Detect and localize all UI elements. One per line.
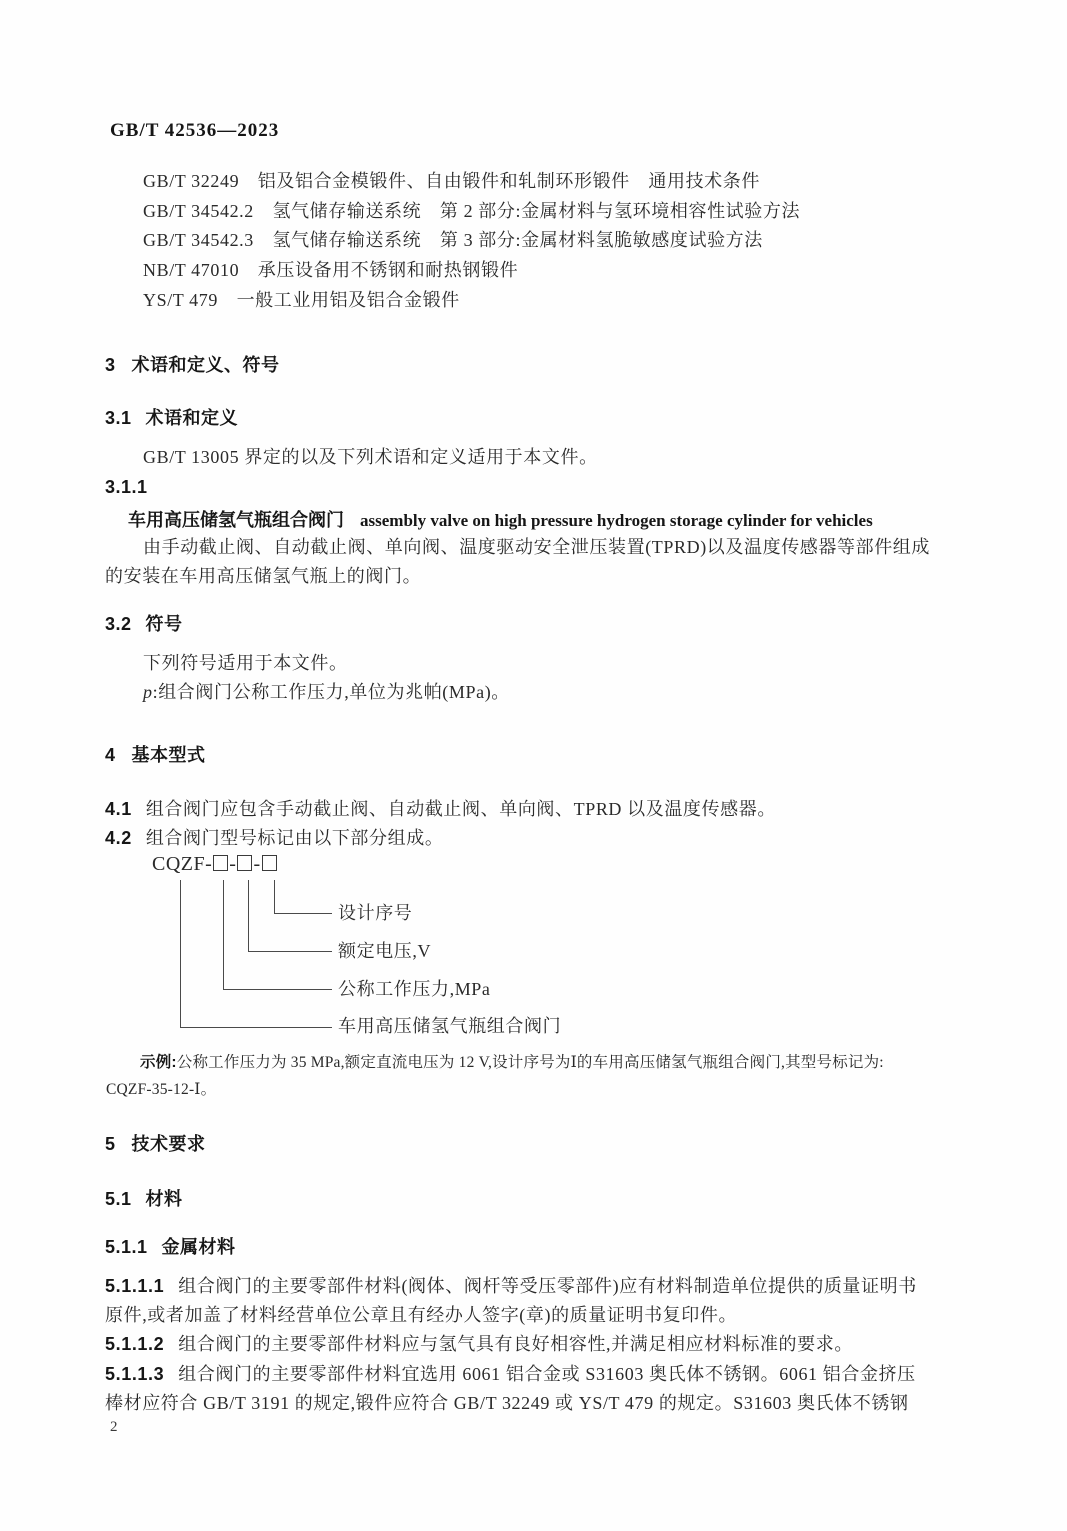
clause-5-1-1-2 (105, 1334, 853, 1356)
term-definition-heading (128, 506, 873, 532)
section-3-1-heading (105, 404, 238, 430)
reference-item: GB/T 32249 铝及铝合金模锻件、自由锻件和轧制环形锻件 通用技术条件 (143, 171, 760, 191)
section-title: 材料 (145, 1189, 183, 1209)
section-number: 4 (105, 745, 116, 765)
section-number: 5.1 (105, 1189, 132, 1209)
clause-text: 组合阀门型号标记由以下部分组成。 (145, 828, 444, 848)
reference-item: YS/T 479 一般工业用铝及铝合金锻件 (143, 290, 460, 310)
term-chinese: 车用高压储氢气瓶组合阀门 (128, 510, 344, 530)
section-5-1-heading (105, 1185, 183, 1211)
diagram-line (274, 880, 275, 913)
model-code-separator: - (229, 853, 237, 875)
clause-number: 4.1 (105, 799, 132, 819)
clause-4-2 (105, 828, 443, 850)
section-title: 基本型式 (131, 745, 206, 765)
term-definition-text: 由手动截止阀、自动截止阀、单向阀、温度驱动安全泄压装置(TPRD)以及温度传感器等部件组成 (143, 537, 930, 557)
section-number: 5 (105, 1134, 116, 1154)
clause-text-continuation: 原件,或者加盖了材料经营单位公章且有经办人签字(章)的质量证明书复印件。 (105, 1305, 738, 1325)
section-title: 符号 (145, 614, 183, 634)
clause-5-1-1-3 (105, 1364, 916, 1386)
section-title: 技术要求 (131, 1134, 206, 1154)
clause-text: 组合阀门应包含手动截止阀、自动截止阀、单向阀、TPRD 以及温度传感器。 (145, 799, 776, 819)
symbol-definition (143, 682, 510, 704)
diagram-line (248, 951, 332, 952)
section-number: 3.1 (105, 408, 132, 428)
section-5-1-1-heading (105, 1233, 236, 1259)
section-3-heading (105, 351, 280, 377)
model-code-separator: - (253, 853, 261, 875)
symbol-description: :组合阀门公称工作压力,单位为兆帕(MPa)。 (152, 682, 510, 702)
clause-number: 4.2 (105, 828, 132, 848)
diagram-line (223, 880, 224, 989)
reference-item: GB/T 34542.2 氢气储存输送系统 第 2 部分:金属材料与氢环境相容性试验方法 (143, 201, 801, 221)
diagram-line (274, 913, 332, 914)
diagram-label-working-pressure: 公称工作压力,MPa (338, 979, 491, 999)
symbol-p: p (143, 682, 153, 702)
diagram-line (180, 1027, 332, 1028)
section-3-1-1-number: 3.1.1 (105, 477, 148, 497)
example-text: 公称工作压力为 35 MPa,额定直流电压为 12 V,设计序号为Ⅰ的车用高压储氢气瓶组合阀门,其型号标记为: (176, 1054, 884, 1071)
section-5-heading (105, 1130, 206, 1156)
page-number: 2 (110, 1419, 118, 1435)
example-paragraph (140, 1050, 884, 1072)
diagram-label-rated-voltage: 额定电压,V (338, 941, 432, 961)
symbols-intro-text: 下列符号适用于本文件。 (143, 653, 348, 673)
clause-text: 组合阀门的主要零部件材料宜选用 6061 铝合金或 S31603 奥氏体不锈钢。6061 铝合金挤压 (178, 1364, 916, 1384)
model-code-box (262, 855, 277, 871)
reference-item: NB/T 47010 承压设备用不锈钢和耐热钢锻件 (143, 260, 519, 280)
clause-4-1 (105, 799, 776, 821)
terms-intro-text: GB/T 13005 界定的以及下列术语和定义适用于本文件。 (143, 447, 598, 467)
section-number: 3 (105, 355, 116, 375)
doc-number-header: GB/T 42536—2023 (110, 120, 280, 141)
section-number: 5.1.1 (105, 1237, 148, 1257)
example-model-code: CQZF-35-12-Ⅰ。 (106, 1081, 217, 1098)
example-label: 示例: (140, 1054, 177, 1071)
section-3-2-heading (105, 610, 183, 636)
clause-number: 5.1.1.2 (105, 1334, 165, 1354)
diagram-label-design-serial: 设计序号 (338, 903, 413, 923)
diagram-line (223, 989, 332, 990)
reference-item: GB/T 34542.3 氢气储存输送系统 第 3 部分:金属材料氢脆敏感度试验方法 (143, 230, 763, 250)
section-title: 术语和定义 (145, 408, 239, 428)
model-code-line (152, 853, 278, 876)
section-title: 金属材料 (161, 1237, 236, 1257)
clause-number: 5.1.1.3 (105, 1364, 165, 1384)
diagram-label-valve-name: 车用高压储氢气瓶组合阀门 (338, 1016, 562, 1036)
section-title: 术语和定义、符号 (131, 355, 280, 375)
section-4-heading (105, 741, 206, 767)
clause-text: 组合阀门的主要零部件材料(阀体、阀杆等受压零部件)应有材料制造单位提供的质量证明书 (178, 1276, 917, 1296)
section-number: 3.2 (105, 614, 132, 634)
model-code-box (213, 855, 228, 871)
model-code-prefix: CQZF- (152, 853, 213, 875)
clause-text: 组合阀门的主要零部件材料应与氢气具有良好相容性,并满足相应材料标准的要求。 (178, 1334, 853, 1354)
clause-5-1-1-1 (105, 1276, 917, 1298)
model-code-box (237, 855, 252, 871)
diagram-line (248, 880, 249, 951)
diagram-line (180, 880, 181, 1027)
clause-text-continuation: 棒材应符合 GB/T 3191 的规定,锻件应符合 GB/T 32249 或 YS/T 479 的规定。S31603 奥氏体不锈钢 (105, 1393, 909, 1413)
term-english: assembly valve on high pressure hydrogen storage cylinder for vehicles (360, 511, 873, 530)
term-definition-text: 的安装在车用高压储氢气瓶上的阀门。 (105, 566, 422, 586)
clause-number: 5.1.1.1 (105, 1276, 165, 1296)
